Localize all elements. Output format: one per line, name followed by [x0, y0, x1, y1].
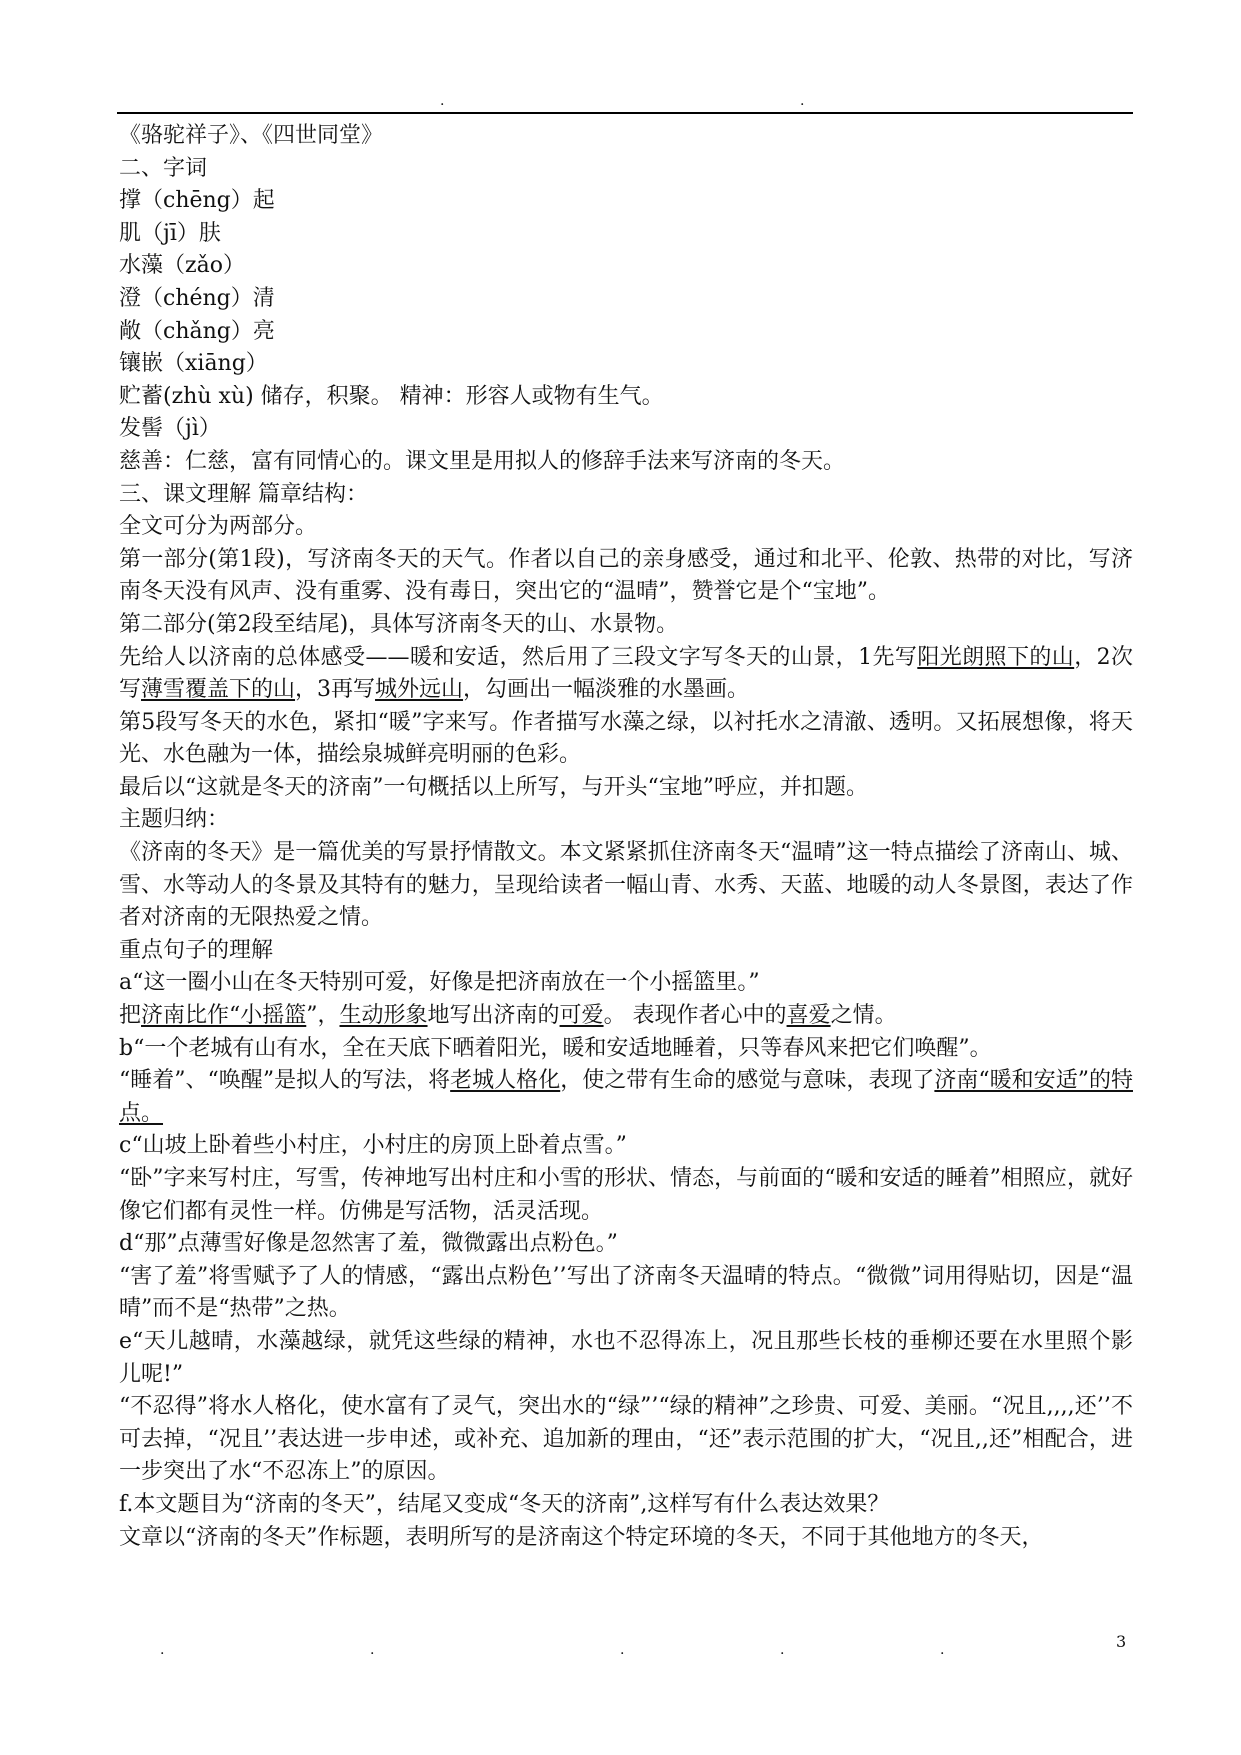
text-run: a“这一圈小山在冬天特别可爱，好像是把济南放在一个小摇篮里。” [119, 970, 760, 996]
text-run: e“天儿越晴，水藻越绿，就凭这些绿的精神，水也不忍得冻上，况且那些长枝的垂柳还要在水里照个影儿呢!” [119, 1328, 1133, 1387]
text-run: 肌（jī）肤 [119, 220, 221, 246]
text-run: b“一个老城有山有水，全在天底下晒着阳光，暖和安适地睡着，只等春风来把它们唤醒”。 [119, 1035, 992, 1061]
underlined-text: 济南比作“小摇篮 [141, 1003, 307, 1029]
text-run: 最后以“这就是冬天的济南”一句概括以上所写，与开头“宝地”呼应，并扣题。 [119, 774, 868, 800]
text-run: 《济南的冬天》是一篇优美的写景抒情散文。本文紧紧抓住济南冬天“温晴”这一特点描绘了济南山、城、雪、水等动人的冬景及其特有的魅力，呈现给读者一幅山青、水秀、天蓝、地暖的动人冬景图，表达了作者对济南的无限热爱之情。 [119, 840, 1133, 931]
text-run: 发髻（jì） [119, 416, 221, 442]
text-paragraph [119, 804, 1133, 837]
footer-dot: . [620, 1642, 625, 1658]
text-paragraph [119, 707, 1133, 772]
text-run: “害了羞”将雪赋予了人的情感，“露出点粉色’’写出了济南冬天温晴的特点。“微微”词用得贴切，因是“温晴”而不是“热带”之热。 [119, 1263, 1133, 1322]
header-dot: . [440, 93, 445, 109]
text-paragraph [119, 283, 1133, 316]
text-run: 。 表现作者心中的 [603, 1003, 787, 1029]
underlined-text: 城外远山 [375, 677, 464, 703]
text-run: 地写出济南的 [427, 1003, 560, 1029]
underlined-text: 济南“暖和安适”的特点。 [119, 1068, 1133, 1126]
underlined-text: 生动形象 [339, 1003, 428, 1029]
text-paragraph [119, 185, 1133, 218]
text-run: c“山坡上卧着些小村庄，小村庄的房顶上卧着点雪。” [119, 1133, 627, 1159]
text-paragraph [119, 1261, 1133, 1326]
text-run: 水藻（zǎo） [119, 253, 245, 279]
text-run: “卧”字来写村庄，写雪，传神地写出村庄和小雪的形状、情态，与前面的“暖和安适的睡着”相照应，就好像它们都有灵性一样。仿佛是写活物，活灵活现。 [119, 1166, 1133, 1224]
text-paragraph [119, 967, 1133, 1000]
text-run: 主题归纳： [119, 807, 230, 833]
text-run: 第二部分(第2段至结尾)，具体写济南冬天的山、水景物。 [119, 611, 679, 637]
page-number: 3 [1116, 1632, 1127, 1651]
underlined-text: 阳光朗照下的山 [917, 644, 1075, 670]
text-run: 第一部分(第1段)，写济南冬天的天气。作者以自己的亲身感受，通过和北平、伦敦、热带的对比，写济南冬天没有风声、没有重雾、没有毒日，突出它的“温晴”，赞誉它是个“宝地”。 [119, 546, 1133, 605]
text-paragraph [119, 479, 1133, 512]
underlined-text: 可爱 [559, 1003, 604, 1029]
footer-dot: . [780, 1642, 785, 1658]
text-paragraph [119, 609, 1133, 642]
text-run: 澄（chéng）清 [119, 285, 275, 311]
text-paragraph [119, 446, 1133, 479]
text-run: 三、课文理解 篇章结构： [119, 481, 368, 507]
text-paragraph [119, 1228, 1133, 1261]
text-paragraph [119, 1065, 1133, 1130]
text-paragraph [119, 935, 1133, 968]
text-run: d“那”点薄雪好像是忽然害了羞，微微露出点粉色。” [119, 1231, 618, 1257]
text-paragraph [119, 120, 1133, 153]
text-paragraph [119, 1130, 1133, 1163]
underlined-text: 薄雪覆盖下的山 [141, 677, 296, 703]
footer-dot: . [160, 1642, 165, 1658]
text-run: 之情。 [830, 1003, 897, 1029]
text-run: 镶嵌（xiāng） [119, 351, 268, 377]
text-paragraph [119, 1326, 1133, 1391]
text-paragraph [119, 837, 1133, 935]
text-paragraph [119, 413, 1133, 446]
text-run: ，使之带有生命的感觉与意味，表现了 [560, 1068, 935, 1094]
footer-dot: . [370, 1642, 375, 1658]
text-run: 撑（chēng）起 [119, 188, 275, 214]
text-run: 敞（chǎng）亮 [119, 318, 275, 344]
text-paragraph [119, 1163, 1133, 1228]
header-dot: . [800, 93, 805, 109]
text-paragraph [119, 1522, 1133, 1555]
text-paragraph [119, 544, 1133, 609]
text-run: 二、字词 [119, 155, 208, 181]
header-rule [117, 112, 1133, 114]
text-paragraph [119, 348, 1133, 381]
text-paragraph [119, 381, 1133, 414]
text-run: 先给人以济南的总体感受——暖和安适，然后用了三段文字写冬天的山景，1先写 [119, 644, 918, 670]
text-paragraph [119, 1489, 1133, 1522]
text-run: 贮蓄(zhù xù) 储存，积聚。 精神：形容人或物有生气。 [119, 383, 664, 409]
text-paragraph [119, 153, 1133, 186]
underlined-text: 老城人格化 [450, 1068, 561, 1094]
text-run: ，3再写 [295, 677, 376, 703]
text-run: 全文可分为两部分。 [119, 514, 318, 540]
text-run: “睡着”、“唤醒”是拟人的写法，将 [119, 1068, 451, 1094]
text-run: 第5段写冬天的水色，紧扣“暖”字来写。作者描写水藻之绿，以衬托水之清澈、透明。又拓展想像，将天光、水色融为一体，描绘泉城鲜亮明丽的色彩。 [119, 709, 1133, 768]
text-paragraph [119, 1391, 1133, 1489]
text-run: “不忍得”将水人格化，使水富有了灵气，突出水的“绿”’“绿的精神”之珍贵、可爱、美丽。“况且,,,,还’’不可去掉，“况且’’表达进一步申述，或补充、追加新的理由，“还”表示范围的扩大，“况且,,还”相配合，进一步突出了水“不忍冻上”的原因。 [119, 1394, 1133, 1485]
text-run: 重点句子的理解 [119, 937, 274, 963]
text-run: 慈善：仁慈，富有同情心的。课文里是用拟人的修辞手法来写济南的冬天。 [119, 448, 846, 474]
text-run: ，勾画出一幅淡雅的水墨画。 [463, 677, 750, 703]
text-paragraph [119, 316, 1133, 349]
text-run: 把 [119, 1003, 142, 1029]
text-run: ，2次写 [119, 644, 1134, 703]
footer-dot: . [940, 1642, 945, 1658]
text-run: f.本文题目为“济南的冬天”，结尾又变成“冬天的济南”,这样写有什么表达效果？ [119, 1491, 890, 1517]
text-paragraph [119, 511, 1133, 544]
text-paragraph [119, 772, 1133, 805]
text-run: 文章以“济南的冬天”作标题，表明所写的是济南这个特定环境的冬天，不同于其他地方的冬天， [119, 1524, 1044, 1550]
text-paragraph [119, 218, 1133, 251]
text-paragraph [119, 642, 1133, 707]
underlined-text: 喜爱 [786, 1003, 831, 1029]
text-paragraph [119, 1033, 1133, 1066]
text-paragraph [119, 1000, 1133, 1033]
document-body [119, 120, 1133, 1554]
text-paragraph [119, 250, 1133, 283]
text-run: ”， [306, 1003, 340, 1029]
text-run: 《骆驼祥子》、《四世同堂》 [119, 123, 384, 148]
